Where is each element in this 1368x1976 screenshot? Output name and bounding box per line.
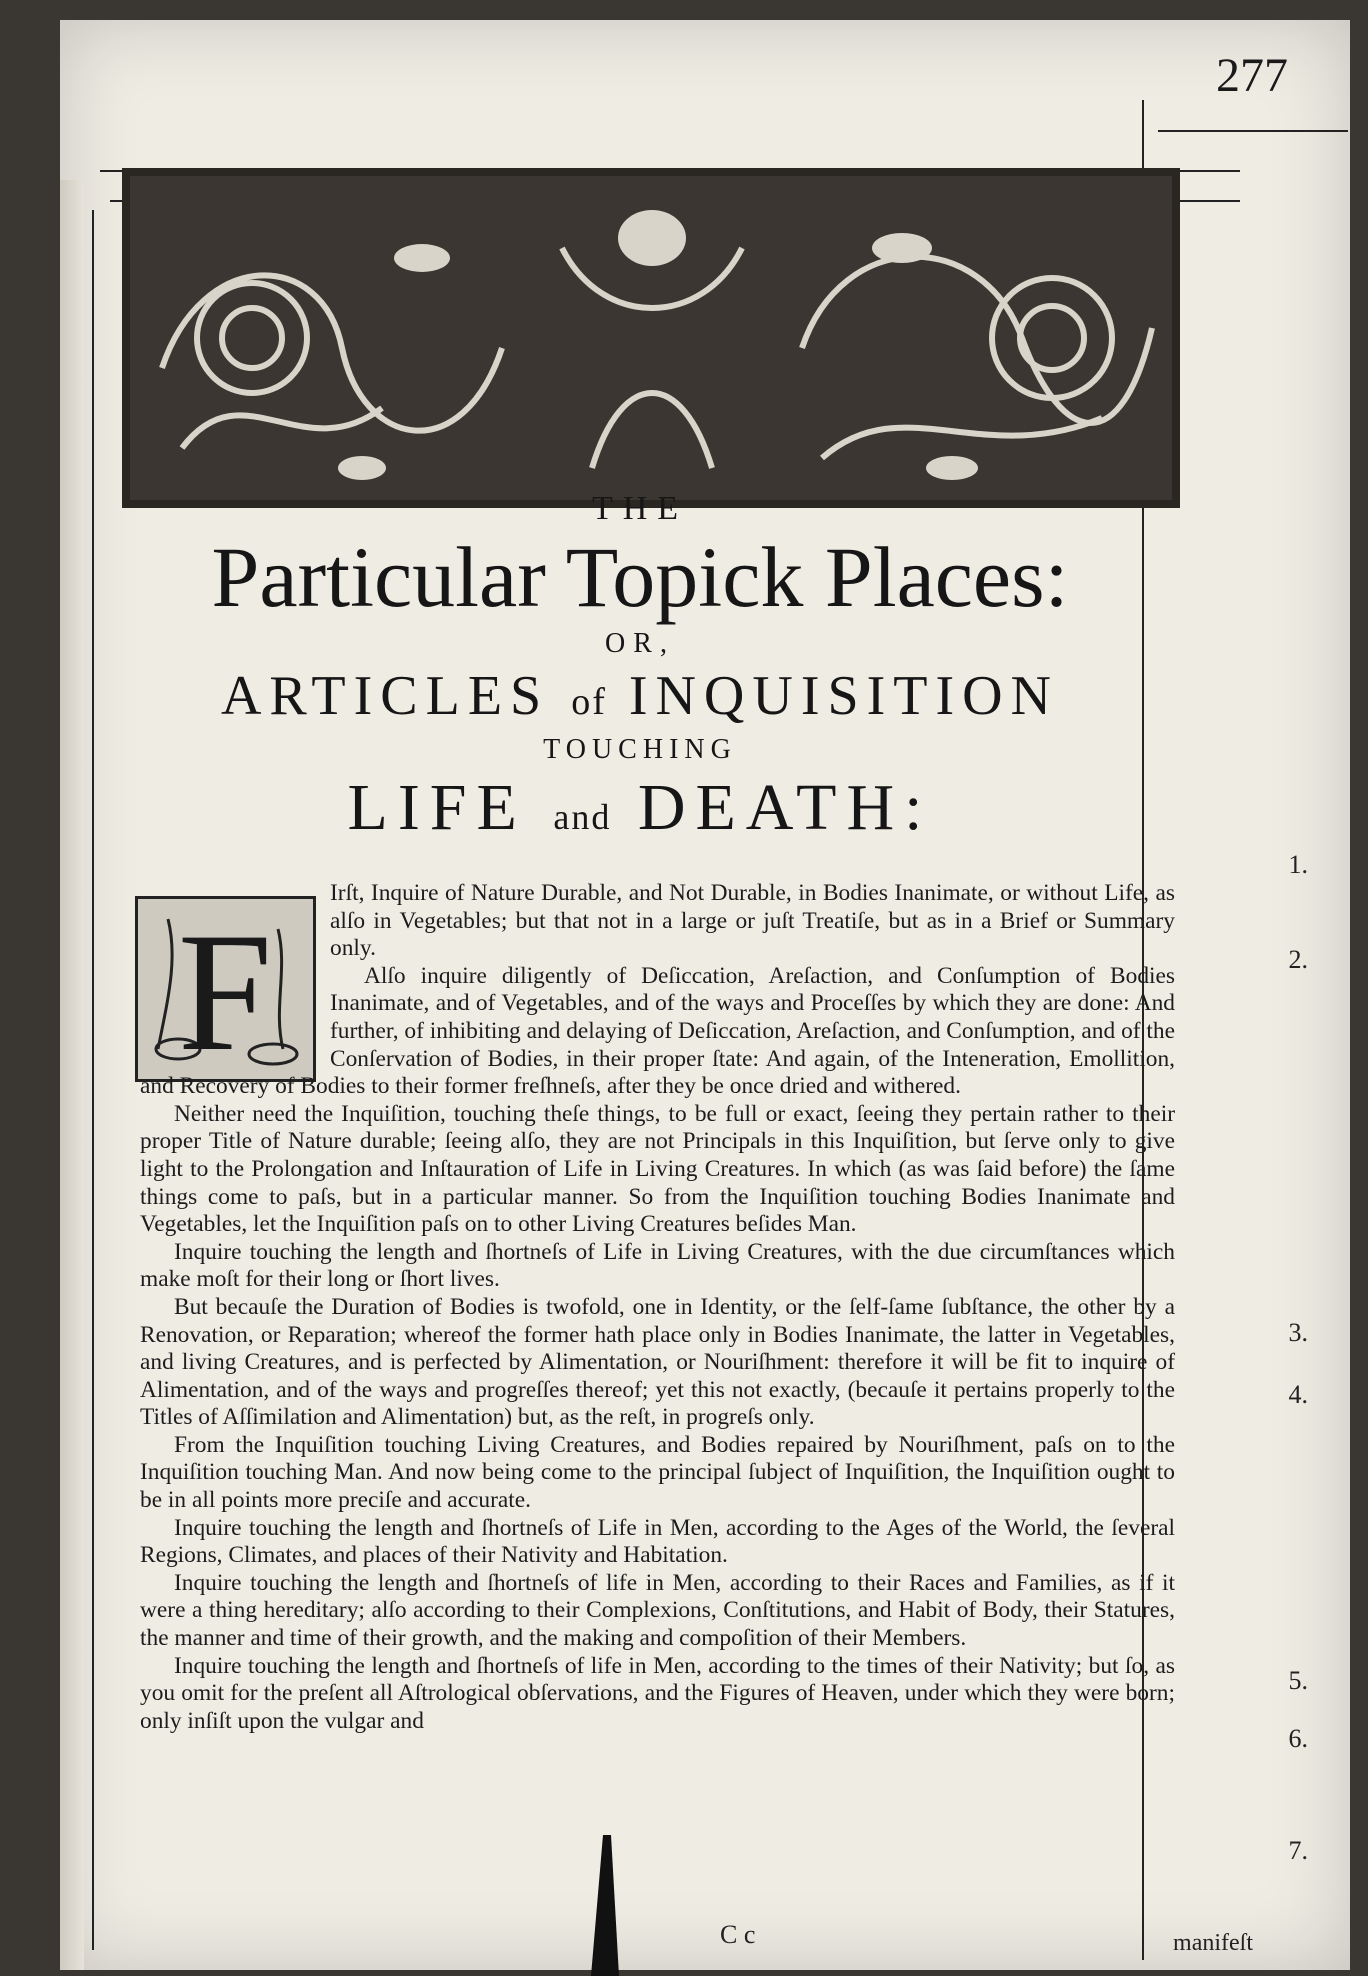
- page-number-rule: [1158, 130, 1348, 132]
- title-death-word: DEATH:: [637, 771, 933, 845]
- margin-number-5: 5.: [1288, 1666, 1308, 1695]
- dropcap-letter: F: [177, 898, 273, 1082]
- title-life-word: LIFE: [347, 771, 527, 845]
- paragraph-6: From the Inquiſition touching Living Creatures, and Bodies repaired by Nouriſhment, paſs on to the Inquiſition touching Man. And now being come to the principal ſubject of Inquiſition, the Inquiſition ought to be in all points more preciſe and accurate.: [140, 1431, 1175, 1514]
- margin-number-7: 7.: [1288, 1836, 1308, 1865]
- title-or: OR,: [605, 628, 675, 660]
- paragraph-7: Inquire touching the length and ſhortneſs of Life in Men, according to the Ages of the World, the ſeveral Regions, Climates, and places of their Nativity and Habitation.: [140, 1514, 1175, 1569]
- paragraph-2: Alſo inquire diligently of Deſiccation, Areſaction, and Conſumption of Bodies Inanimate, and of Vegetables, and of the ways and Proceſſes by which they are done: And further, of inhibiting and delaying of Deſiccation, Areſaction, and Conſumption, and of the Conſervation of Bodies, in their proper ſtate: And again, of the Inteneration, Emollition, and Recovery of Bodies to their former freſhneſs, after they be once dried and withered.: [140, 962, 1175, 1100]
- title-touching: TOUCHING: [543, 734, 737, 766]
- page-number: 277: [1216, 49, 1288, 102]
- margin-number-4: 4.: [1288, 1380, 1308, 1409]
- margin-number-3: 3.: [1288, 1318, 1308, 1347]
- paragraph-1: Irſt, Inquire of Nature Durable, and Not Durable, in Bodies Inanimate, or without Life, as alſo in Vegetables; but that not in a large or juſt Treatiſe, but as in a Brief or Summary only.: [330, 880, 1175, 962]
- title-main: Particular Topick Places:: [211, 529, 1069, 625]
- body-text: [140, 880, 1175, 1735]
- margin-number-6: 6.: [1288, 1724, 1308, 1753]
- paragraph-8: Inquire touching the length and ſhortneſs of life in Men, according to their Races and Families, as if it were a thing hereditary; alſo according to their Complexions, Conſtitutions, and Habit of Body, their Statures, the manner and time of their growth, and the making and compoſition of their Members.: [140, 1569, 1175, 1652]
- decorative-headpiece: [122, 168, 1180, 508]
- book-stand-clip: [585, 1835, 625, 1976]
- paragraph-4: Inquire touching the length and ſhortneſs of Life in Living Creatures, with the due circumſtances which make moſt for their long or ſhort lives.: [140, 1238, 1175, 1293]
- paragraph-3: Neither need the Inquiſition, touching theſe things, to be full or exact, ſeeing they pertain rather to their proper Title of Nature durable; ſeeing alſo, they are not Principals in this Inquiſition, but ſerve only to give light to the Prolongation and Inſtauration of Life in Living Creatures. In which (as was ſaid before) the ſame things come to paſs, but in a particular manner. So from the Inquiſition touching Bodies Inanimate and Vegetables, let the Inquiſition paſs on to other Living Creatures beſides Man.: [140, 1100, 1175, 1238]
- paragraph-5: But becauſe the Duration of Bodies is twofold, one in Identity, or the ſelf-ſame ſubſtance, the other by a Renovation, or Reparation; whereof the former hath place only in Bodies Inanimate, the latter in Vegetables, and living Creatures, and is perfected by Alimentation, or Nouriſhment: therefore it will be fit to inquire of Alimentation, and of the ways and progreſſes thereof; yet this not exactly, (becauſe it pertains properly to the Titles of Aſſimilation and Alimentation) but, as the reſt, in progreſs only.: [140, 1293, 1175, 1431]
- frame-left-rule: [92, 210, 94, 1950]
- page-edge-shadow: [60, 180, 84, 1970]
- margin-number-2: 2.: [1288, 945, 1308, 974]
- title-and-word: and: [553, 797, 612, 838]
- paragraph-9: Inquire touching the length and ſhortneſs of life in Men, according to the times of their Nativity; but ſo, as you omit for the preſent all Aſtrological obſervations, and the Figures of Heaven, under which they were born; only inſiſt upon the vulgar and: [140, 1652, 1175, 1734]
- title-inquisition-word: INQUISITION: [628, 665, 1059, 728]
- title-life-death: [110, 770, 1170, 846]
- dropcap-spacer: [140, 880, 330, 1058]
- title-articles-word: ARTICLES: [220, 665, 550, 728]
- margin-number-1: 1.: [1288, 850, 1308, 879]
- title-of-word: of: [571, 681, 607, 724]
- signature-mark: C c: [720, 1920, 756, 1949]
- title-the: THE: [591, 490, 689, 527]
- title-block: [110, 490, 1170, 846]
- title-articles: [110, 664, 1170, 728]
- catchword: manifeſt: [1173, 1930, 1253, 1956]
